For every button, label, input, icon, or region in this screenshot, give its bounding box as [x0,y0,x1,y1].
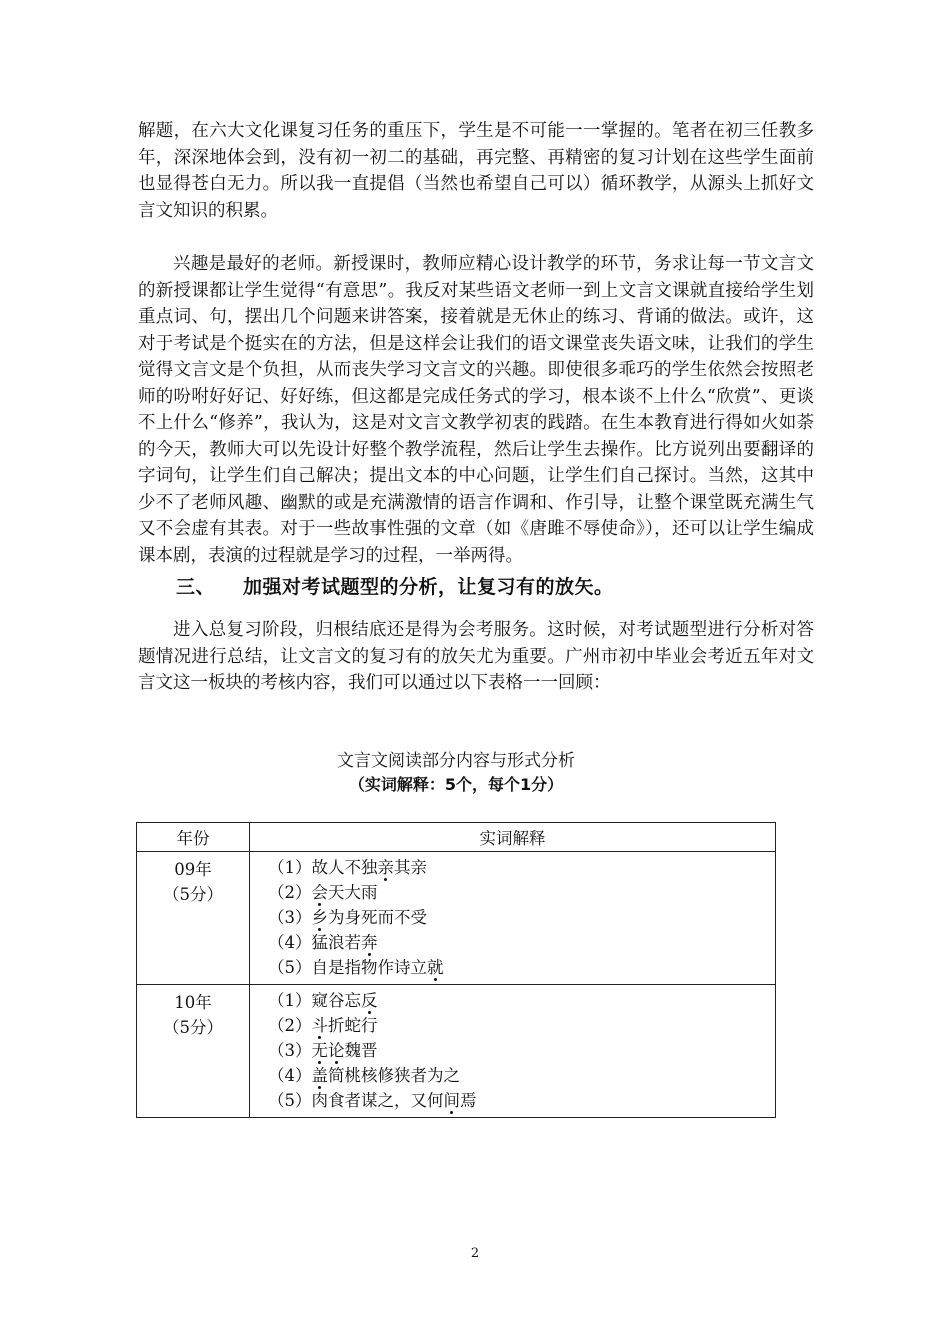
term-item [268,955,775,980]
table-body [137,852,776,1118]
term-emphasized: 斗 [311,1016,328,1035]
term-item [268,880,775,905]
term-text-after: 天大雨 [328,883,378,902]
term-emphasized: 间 [443,1091,460,1110]
term-text-before: 肉食者谋之，又何 [311,1091,444,1110]
section-number: 三、 [176,576,216,598]
term-text-before: 故人不独 [311,858,378,877]
term-text-after: 其亲 [394,858,427,877]
year-label: 10年 [174,993,212,1012]
terms-cell [250,985,776,1118]
term-text-after: 折蛇行 [328,1016,378,1035]
page-number: 2 [470,1246,480,1261]
paragraph-1 [138,118,814,224]
header-terms: 实词解释 [250,823,776,852]
term-number: （1） [268,858,312,877]
term-item [268,1063,775,1088]
score-label: （5分） [163,885,223,904]
term-text-before: 猛浪若 [311,933,361,952]
term-emphasized: 亲 [377,858,394,877]
table-row [137,852,776,985]
paragraph-2-text: 兴趣是最好的老师。新授课时，教师应精心设计教学的环节，务求让每一节文言文的新授课都让学生觉得“有意思”。我反对某些语文老师一到上文言文课就直接给学生划重点词、句，摆出几个问题来讲答案，接着就是无休止的练习、背诵的做法。或许，这对于考试是个挺实在的方法，但是这样会让我们的语文课堂丧失语文味，让我们的学生觉得文言文是个负担，从而丧失学习文言文的兴趣。即使很多乖巧的学生依然会按照老师的吩咐好好记、好好练，但这都是完成任务式的学习，根本谈不上什么“欣赏”、更谈不上什么“修养”，我认为，这是对文言文教学初衷的践踏。在生本教育进行得如火如荼的今天，教师大可以先设计好整个教学流程，然后让学生去操作。比方说列出要翻译的字词句，让学生们自己解决；提出文本的中心问题，让学生们自己探讨。当然，这其中少不了老师风趣、幽默的或是充满激情的语言作调和、作引导，让整个课堂既充满生气又不会虚有其表。对于一些故事性强的文章（如《唐雎不辱使命》），还可以让学生编成课本剧，表演的过程就是学习的过程，一举两得。 [138,254,814,566]
term-item [268,988,775,1013]
term-number: （2） [268,883,312,902]
term-item [268,930,775,955]
term-item [268,1013,775,1038]
term-emphasized: 乡 [311,908,328,927]
year-label: 09年 [174,860,212,879]
term-emphasized: 盖 [311,1066,328,1085]
term-text-after: 魏晋 [344,1041,378,1060]
term-number: （4） [268,1066,312,1085]
term-number: （5） [268,958,312,977]
term-item [268,1088,775,1113]
term-text-after: 焉 [460,1091,477,1110]
term-text-after: 简桃核修狭者为之 [328,1066,460,1085]
term-emphasized: 就 [427,958,444,977]
term-emphasized: 会 [311,883,328,902]
year-cell [137,985,250,1118]
term-item [268,855,775,880]
term-emphasized: 无论 [311,1041,345,1060]
terms-cell [250,852,776,985]
term-number: （2） [268,1016,312,1035]
term-number: （1） [268,991,312,1010]
term-emphasized: 奔 [361,933,378,952]
table-subcaption: （实词解释：5个，每个1分） [348,775,564,794]
paragraph-1-text: 解题，在六大文化课复习任务的重压下，学生是不可能一一掌握的。笔者在初三任教多年，深深地体会到，没有初一初二的基础，再完整、再精密的复习计划在这些学生面前也显得苍白无力。所以我一直提倡（当然也希望自己可以）循环教学，从源头上抓好文言文知识的积累。 [138,121,814,221]
term-number: （4） [268,933,312,952]
header-year: 年份 [137,823,250,852]
analysis-table [136,822,776,1118]
year-cell [137,852,250,985]
paragraph-3-text: 进入总复习阶段，归根结底还是得为会考服务。这时候，对考试题型进行分析对答题情况进行总结，让文言文的复习有的放矢尤为重要。广州市初中毕业会考近五年对文言文这一板块的考核内容，我们可以通过以下表格一一回顾： [138,620,814,693]
term-item [268,905,775,930]
term-text-before: 自是指物作诗立 [311,958,427,977]
term-number: （3） [268,1041,312,1060]
section-heading [176,572,614,599]
term-text-after: 为身死而不受 [328,908,427,927]
section-title: 加强对考试题型的分析，让复习有的放矢。 [243,576,614,598]
term-item [268,1038,775,1063]
paragraph-3 [138,617,814,697]
table-caption: 文言文阅读部分内容与形式分析 [337,751,575,771]
term-number: （5） [268,1091,312,1110]
paragraph-2 [138,251,814,569]
table-row [137,985,776,1118]
score-label: （5分） [163,1018,223,1037]
term-emphasized: 反 [361,991,378,1010]
table-header-row [137,823,776,852]
term-text-before: 窥谷忘 [311,991,361,1010]
term-number: （3） [268,908,312,927]
